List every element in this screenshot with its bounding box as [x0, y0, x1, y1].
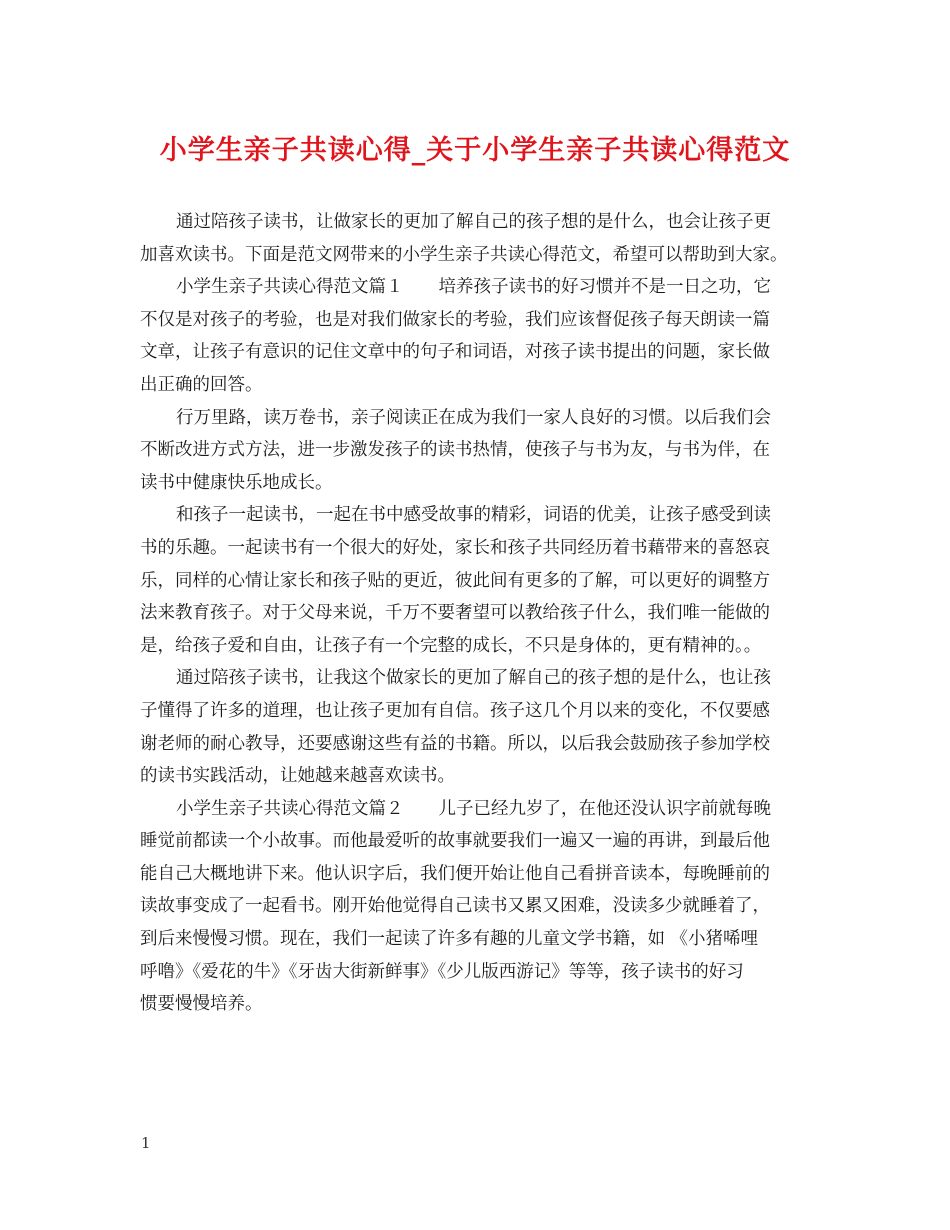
document-body: [140, 206, 820, 1021]
text-line: 行万里路，读万卷书，亲子阅读正在成为我们一家人良好的习惯。以后我们会: [176, 407, 771, 428]
text-line: 和孩子一起读书，一起在书中感受故事的精彩，词语的优美，让孩子感受到读: [176, 505, 771, 526]
text-line: 谢老师的耐心教导，还要感谢这些有益的书籍。所以，以后我会鼓励孩子参加学校: [140, 733, 770, 754]
text-line: 加喜欢读书。下面是范文网带来的小学生亲子共读心得范文，希望可以帮助到大家。: [140, 244, 788, 265]
text-line: 呼噜》《爱花的牛》《牙齿大街新鲜事》《少儿版西游记》等等，孩子读书的好习: [140, 961, 744, 982]
page-number: 1: [141, 1134, 151, 1152]
text-line: 不断改进方式方法，进一步激发孩子的读书热情，使孩子与书为友，与书为伴，在: [140, 440, 770, 461]
text-line: 小学生亲子共读心得范文篇１ 培养孩子读书的好习惯并不是一日之功，它: [176, 277, 771, 298]
text-line: 文章，让孩子有意识的记住文章中的句子和词语，对孩子读书提出的问题，家长做: [140, 342, 770, 363]
text-line: 睡觉前都读一个小故事。而他最爱听的故事就要我们一遍又一遍的再讲，到最后他: [140, 831, 770, 852]
text-line: 的读书实践活动，让她越来越喜欢读书。: [140, 766, 455, 787]
text-line: 不仅是对孩子的考验，也是对我们做家长的考验，我们应该督促孩子每天朗读一篇: [140, 309, 770, 330]
text-line: 是，给孩子爱和自由，让孩子有一个完整的成长，不只是身体的，更有精神的。。: [140, 635, 762, 656]
text-line: 到后来慢慢习惯。现在，我们一起读了许多有趣的儿童文学书籍，如 《小猪唏哩: [140, 929, 759, 950]
text-line: 能自己大概地讲下来。他认识字后，我们便开始让他自己看拼音读本，每晚睡前的: [140, 863, 770, 884]
text-line: 书的乐趣。一起读书有一个很大的好处，家长和孩子共同经历着书藉带来的喜怒哀: [140, 537, 770, 558]
text-line: 通过陪孩子读书，让我这个做家长的更加了解自己的孩子想的是什么，也让孩: [176, 668, 771, 689]
document-title: 小学生亲子共读心得_关于小学生亲子共读心得范文: [159, 135, 791, 166]
text-line: 出正确的回答。: [140, 374, 263, 395]
text-line: 惯要慢慢培养。: [140, 994, 263, 1015]
text-line: 乐，同样的心情让家长和孩子贴的更近，彼此间有更多的了解，可以更好的调整方: [140, 570, 770, 591]
text-line: 读书中健康快乐地成长。: [140, 472, 333, 493]
text-line: 子懂得了许多的道理，也让孩子更加有自信。孩子这几个月以来的变化，不仅要感: [140, 700, 770, 721]
text-line: 法来教育孩子。对于父母来说，千万不要奢望可以教给孩子什么，我们唯一能做的: [140, 603, 770, 624]
text-line: 小学生亲子共读心得范文篇２ 儿子已经九岁了，在他还没认识字前就每晚: [176, 798, 771, 819]
text-line: 通过陪孩子读书，让做家长的更加了解自己的孩子想的是什么，也会让孩子更: [176, 212, 771, 232]
text-line: 读故事变成了一起看书。刚开始他觉得自己读书又累又困难，没读多少就睡着了，: [140, 896, 770, 917]
